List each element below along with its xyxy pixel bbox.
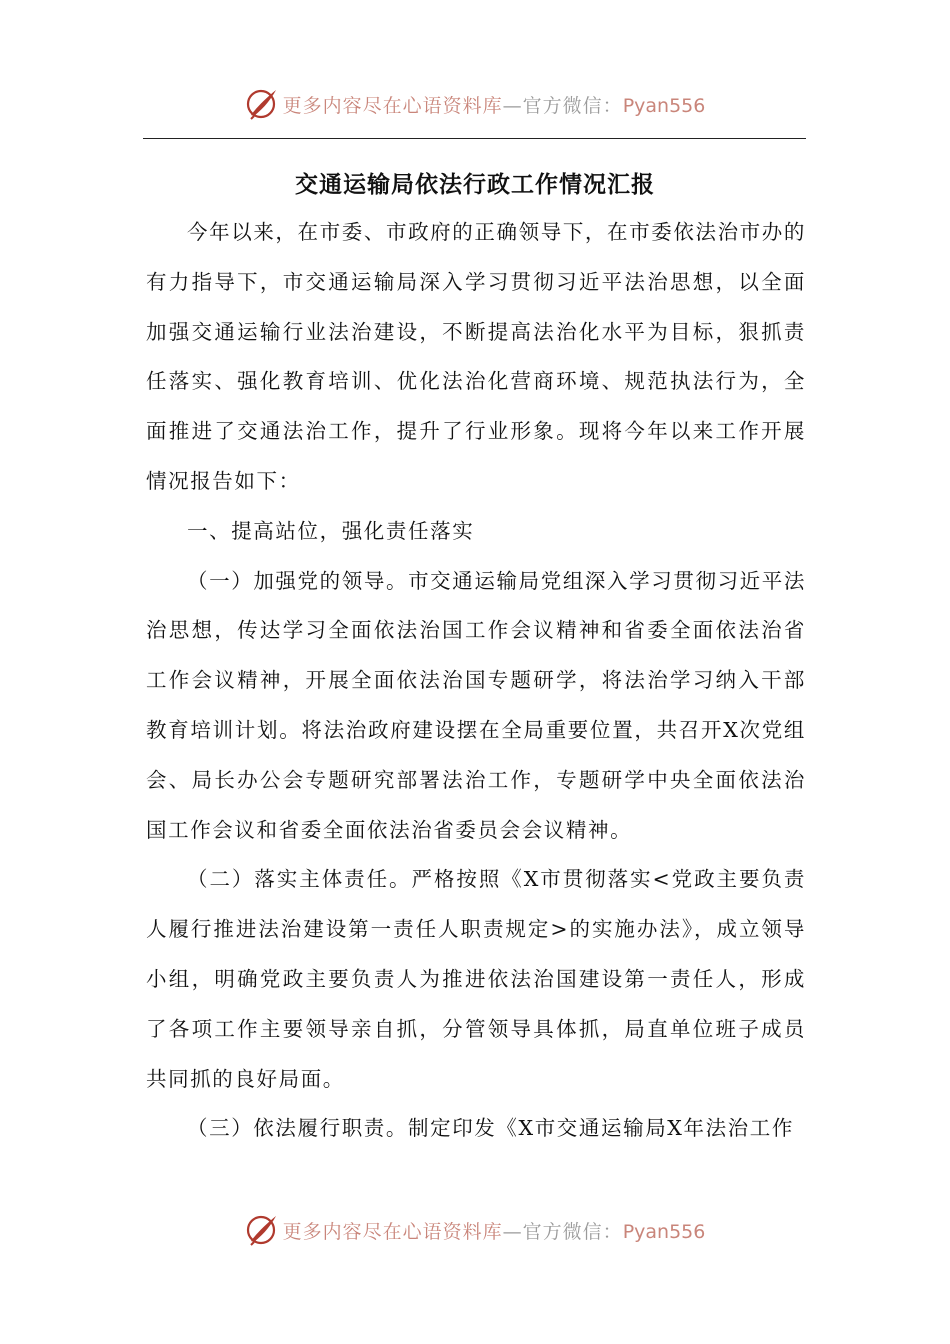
quill-logo-icon <box>245 1213 279 1247</box>
section-heading-1: 一、提高站位，强化责任落实 <box>187 518 475 543</box>
banner-main-text: 更多内容尽在心语资料库 <box>282 1220 503 1243</box>
footer-banner <box>0 1210 950 1250</box>
document-title: 交通运输局依法行政工作情况汇报 <box>295 172 655 198</box>
banner-text <box>283 91 706 118</box>
paragraph-section-1-3: （三）依法履行职责。制定印发《X市交通运输局X年法治工作 <box>187 1116 794 1141</box>
paragraph-section-1-1: （一）加强党的领导。市交通运输局党组深入学习贯彻习近平法治思想，传达学习全面依法治国工作会议精神和省委全面依法治省工作会议精神，开展全面依法治国专题研学，将法治学习纳入干部教育培训计划。将法治政府建设摆在全局重要位置，共召开X次党组会、局长办公会专题研究部署法治工作，专题研学中央全面依法治国工作会议和省委全面依法治省委员会会议精神。 <box>146 568 806 842</box>
paragraph-intro: 今年以来，在市委、市政府的正确领导下，在市委依法治市办的有力指导下，市交通运输局深入学习贯彻习近平法治思想，以全面加强交通运输行业法治建设，不断提高法治化水平为目标，狠抓责任落实、强化教育培训、优化法治化营商环境、规范执法行为，全面推进了交通法治工作，提升了行业形象。现将今年以来工作开展情况报告如下： <box>146 220 806 493</box>
header-divider <box>143 138 806 139</box>
document-body <box>146 208 806 1154</box>
banner-main-text: 更多内容尽在心语资料库 <box>282 94 503 117</box>
banner-wechat-id: Pyan556 <box>622 94 706 117</box>
banner-text <box>283 1217 706 1244</box>
header-banner <box>0 84 950 124</box>
banner-wechat-label: —官方微信： <box>502 94 623 117</box>
banner-wechat-id: Pyan556 <box>622 1220 706 1243</box>
quill-logo-icon <box>245 87 279 121</box>
paragraph-section-1-2: （二）落实主体责任。严格按照《X市贯彻落实<党政主要负责人履行推进法治建设第一责任人职责规定>的实施办法》，成立领导小组，明确党政主要负责人为推进依法治国建设第一责任人，形成了各项工作主要领导亲自抓，分管领导具体抓，局直单位班子成员共同抓的良好局面。 <box>146 867 806 1091</box>
banner-wechat-label: —官方微信： <box>502 1220 623 1243</box>
